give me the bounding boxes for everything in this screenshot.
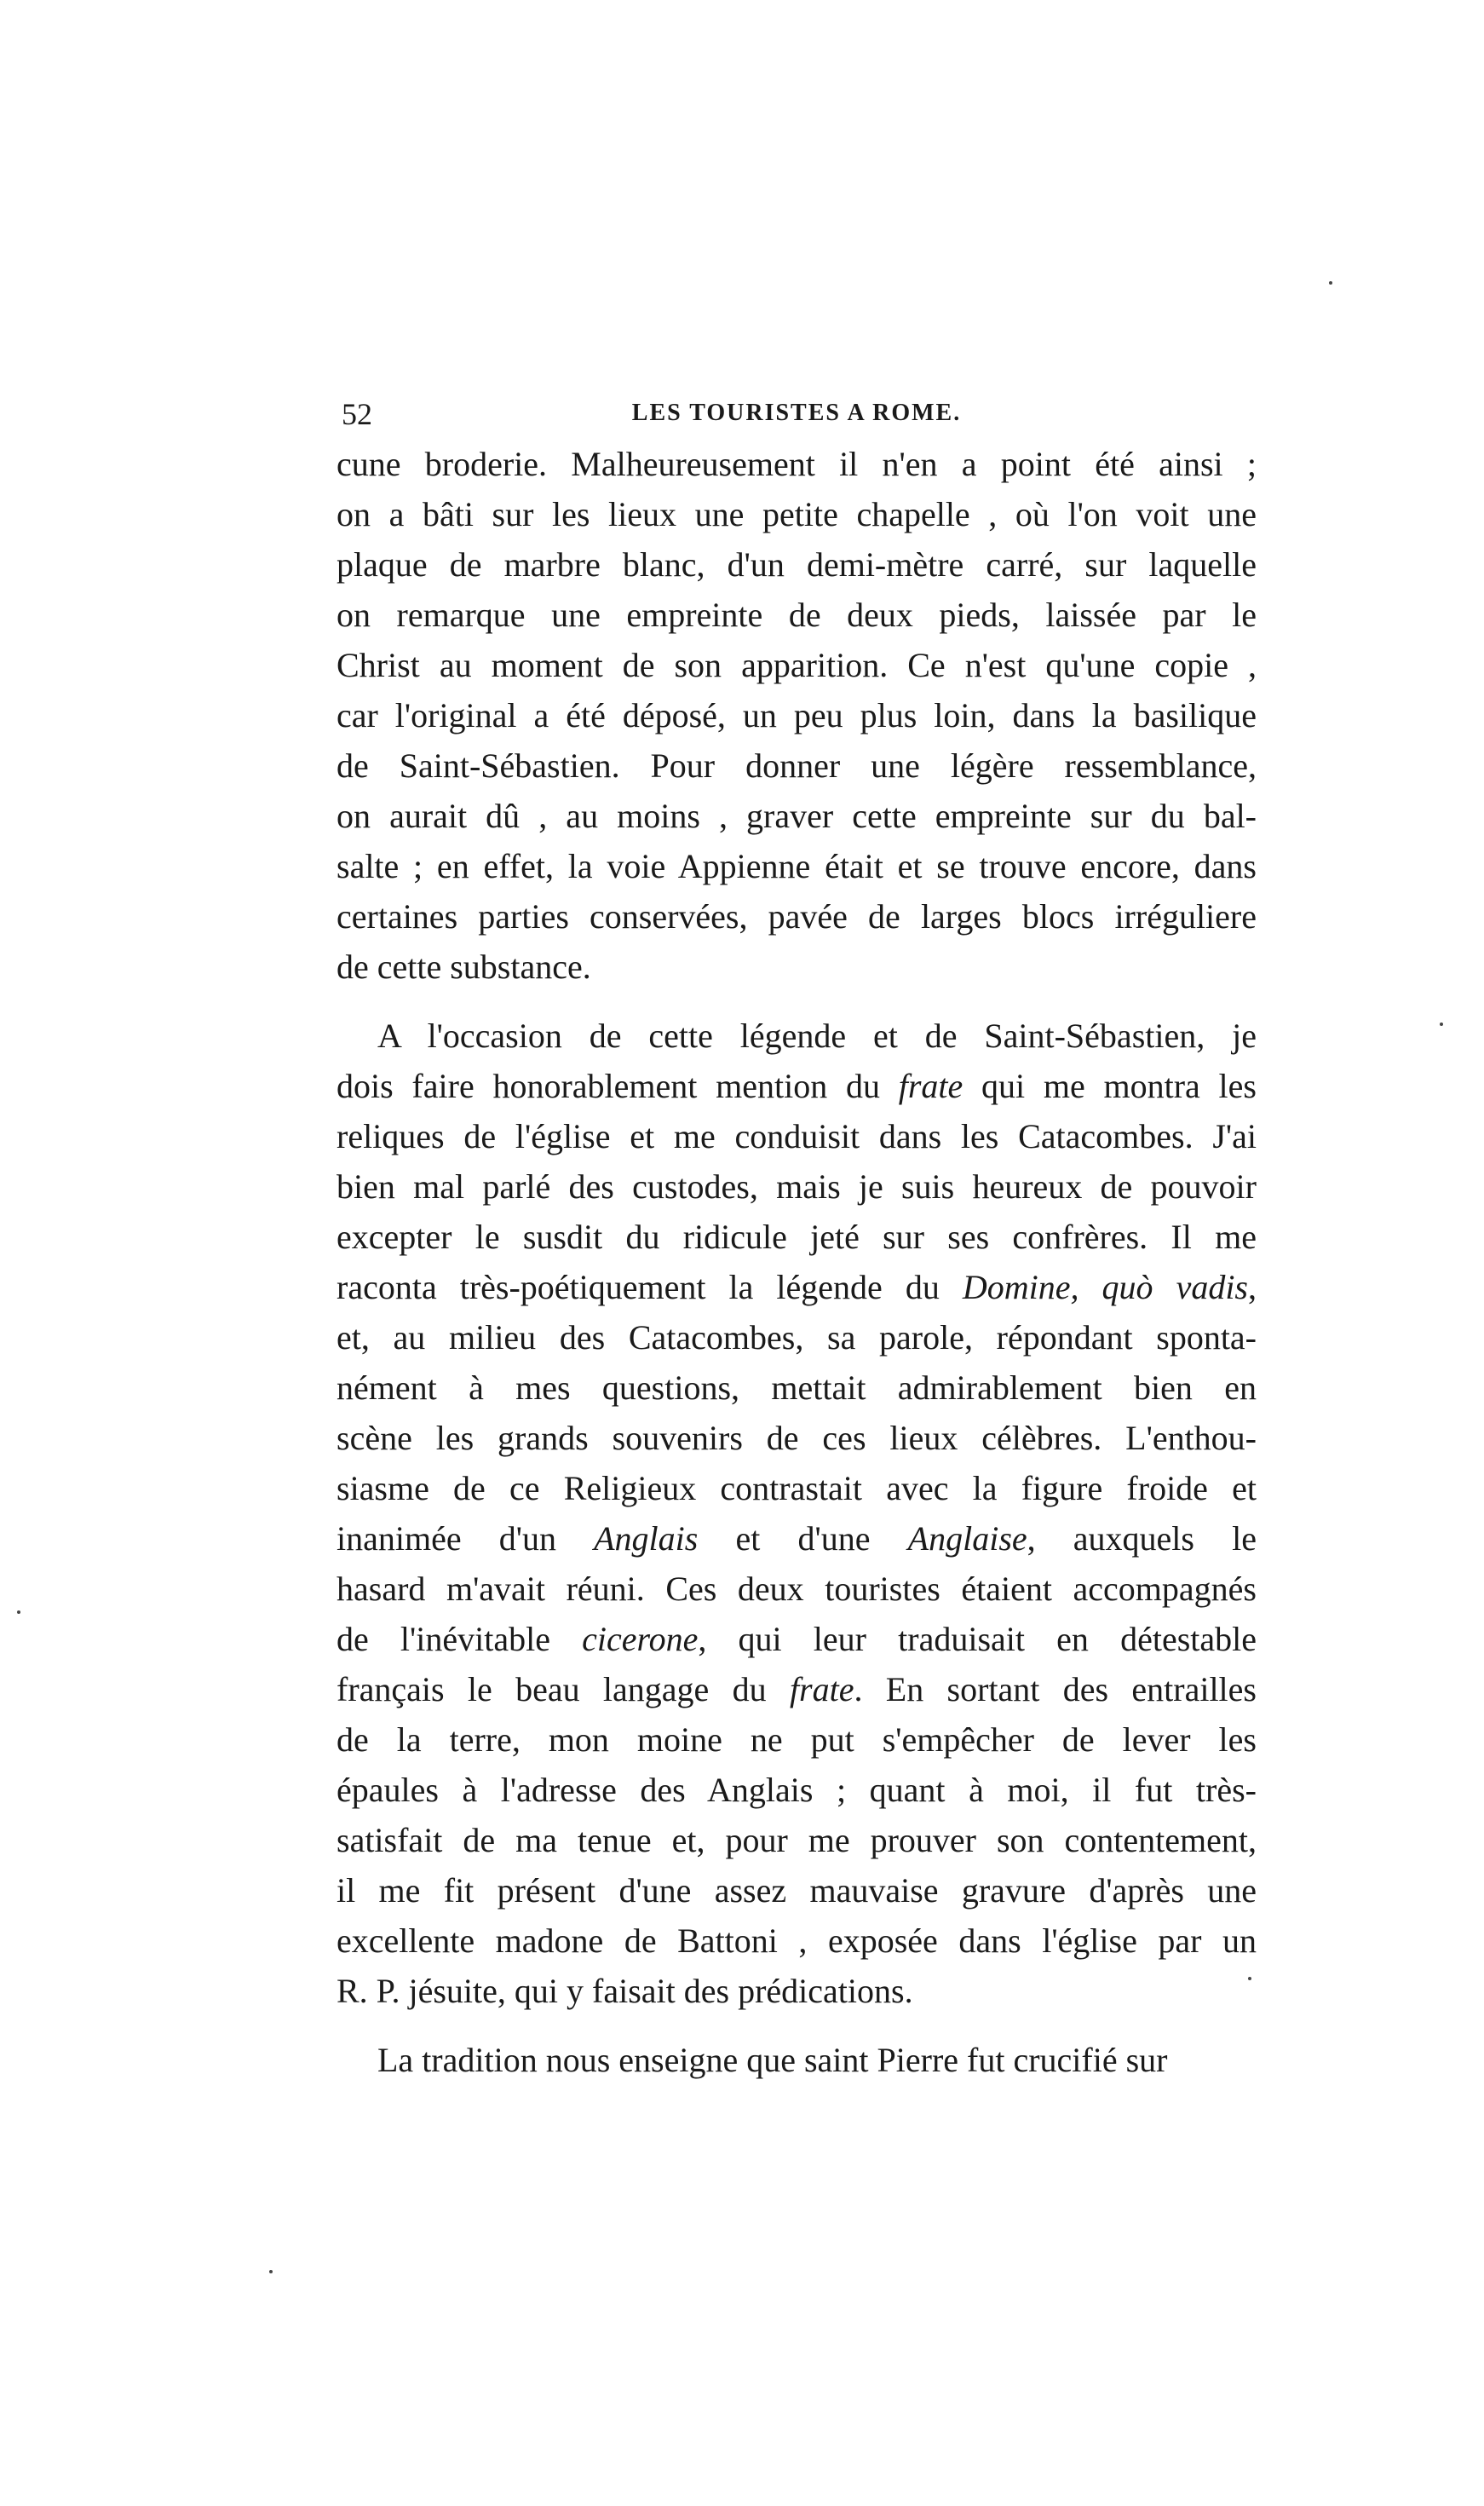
text-run: dois faire honorablement mention du bbox=[336, 1067, 899, 1105]
text-run: français le beau langage du bbox=[336, 1670, 790, 1708]
text-line bbox=[336, 1413, 1257, 1463]
text-line bbox=[336, 1312, 1257, 1362]
running-head bbox=[336, 388, 1257, 439]
text-run: satisfait de ma tenue et, pour me prouver son contentement, bbox=[336, 1821, 1257, 1859]
text-run: épaules à l'adresse des Anglais ; quant à moi, il fut très- bbox=[336, 1771, 1257, 1809]
text-line bbox=[336, 1111, 1257, 1161]
text-line bbox=[336, 1664, 1257, 1714]
text-line bbox=[336, 1916, 1257, 1966]
text-run: on a bâti sur les lieux une petite chapelle , où l'on voit une bbox=[336, 495, 1257, 533]
text-run: R. P. jésuite, qui y faisait des prédications. bbox=[336, 1972, 913, 2010]
text-line bbox=[336, 1011, 1257, 1061]
text-run: raconta très-poétiquement la légende du bbox=[336, 1268, 963, 1306]
text-run: il me fit présent d'une assez mauvaise gravure d'après une bbox=[336, 1871, 1257, 1910]
text-run: on remarque une empreinte de deux pieds, laissée par le bbox=[336, 596, 1257, 634]
text-run: inanimée d'un bbox=[336, 1519, 595, 1558]
text-line bbox=[336, 1362, 1257, 1413]
text-run: on aurait dû , au moins , graver cette empreinte sur du bal- bbox=[336, 797, 1257, 835]
italic-run: Anglaise bbox=[907, 1519, 1027, 1558]
text-run: excellente madone de Battoni , exposée dans l'église par un bbox=[336, 1921, 1257, 1960]
text-run: de Saint-Sébastien. Pour donner une légère ressemblance, bbox=[336, 746, 1257, 785]
text-line bbox=[336, 2035, 1257, 2085]
italic-run: frate bbox=[789, 1670, 854, 1708]
text-line bbox=[336, 590, 1257, 640]
page bbox=[336, 388, 1257, 2085]
text-line bbox=[336, 1564, 1257, 1614]
scan-speck bbox=[1329, 281, 1332, 285]
text-line bbox=[336, 1463, 1257, 1513]
text-line bbox=[336, 1061, 1257, 1111]
scan-speck bbox=[1248, 1977, 1251, 1980]
text-run: cune broderie. Malheureusement il n'en a point été ainsi ; bbox=[336, 445, 1257, 483]
body-text bbox=[336, 439, 1257, 2085]
text-line bbox=[336, 1865, 1257, 1916]
text-line bbox=[336, 1262, 1257, 1312]
paragraph bbox=[336, 2035, 1257, 2085]
text-line bbox=[336, 1614, 1257, 1664]
text-run: excepter le susdit du ridicule jeté sur ses confrères. Il me bbox=[336, 1218, 1257, 1256]
text-run: et, au milieu des Catacombes, sa parole, répondant sponta- bbox=[336, 1318, 1257, 1357]
text-run: car l'original a été déposé, un peu plus loin, dans la basilique bbox=[336, 696, 1257, 735]
text-line bbox=[336, 891, 1257, 942]
paragraph bbox=[336, 439, 1257, 992]
text-run: scène les grands souvenirs de ces lieux célèbres. L'enthou- bbox=[336, 1419, 1257, 1457]
text-run: bien mal parlé des custodes, mais je suis heureux de pouvoir bbox=[336, 1167, 1257, 1206]
text-run: , qui leur traduisait en détestable bbox=[698, 1620, 1257, 1658]
text-line bbox=[336, 1714, 1257, 1765]
paragraph bbox=[336, 1011, 1257, 2016]
text-run: salte ; en effet, la voie Appienne était et se trouve encore, dans bbox=[336, 847, 1257, 885]
text-run: , auxquels le bbox=[1027, 1519, 1257, 1558]
text-run: qui me montra les bbox=[963, 1067, 1257, 1105]
text-line bbox=[336, 1212, 1257, 1262]
scan-speck bbox=[269, 2270, 273, 2273]
text-run: certaines parties conservées, pavée de larges blocs irréguliere bbox=[336, 897, 1257, 936]
text-run: Christ au moment de son apparition. Ce n'est qu'une copie , bbox=[336, 646, 1257, 684]
text-run: nément à mes questions, mettait admirablement bien en bbox=[336, 1368, 1257, 1407]
scan-speck bbox=[1440, 1023, 1443, 1026]
text-line bbox=[336, 1966, 1257, 2016]
text-run: et d'une bbox=[698, 1519, 908, 1558]
text-line bbox=[336, 640, 1257, 690]
text-line bbox=[336, 942, 1257, 992]
text-run: A l'occasion de cette légende et de Saint-Sébastien, je bbox=[377, 1017, 1257, 1055]
text-run: La tradition nous enseigne que saint Pierre fut crucifié sur bbox=[377, 2041, 1168, 2079]
scan-speck bbox=[17, 1610, 20, 1614]
text-run: de cette substance. bbox=[336, 948, 591, 986]
text-line bbox=[336, 690, 1257, 740]
text-line bbox=[336, 1513, 1257, 1564]
running-title: LES TOURISTES A ROME. bbox=[631, 400, 962, 426]
text-run: hasard m'avait réuni. Ces deux touristes étaient accompagnés bbox=[336, 1570, 1257, 1608]
italic-run: Domine, quò vadis bbox=[962, 1268, 1249, 1306]
text-run: , bbox=[1248, 1268, 1257, 1306]
text-line bbox=[336, 489, 1257, 539]
text-run: siasme de ce Religieux contrastait avec la figure froide et bbox=[336, 1469, 1257, 1507]
text-run: plaque de marbre blanc, d'un demi-mètre carré, sur laquelle bbox=[336, 545, 1257, 584]
text-line bbox=[336, 841, 1257, 891]
italic-run: Anglais bbox=[594, 1519, 699, 1558]
italic-run: cicerone bbox=[582, 1620, 699, 1658]
text-line bbox=[336, 1815, 1257, 1865]
text-run: de la terre, mon moine ne put s'empêcher de lever les bbox=[336, 1720, 1257, 1759]
text-line bbox=[336, 439, 1257, 489]
text-line bbox=[336, 791, 1257, 841]
italic-run: frate bbox=[898, 1067, 963, 1105]
text-line bbox=[336, 1161, 1257, 1212]
text-run: reliques de l'église et me conduisit dans les Catacombes. J'ai bbox=[336, 1117, 1257, 1155]
text-line bbox=[336, 1765, 1257, 1815]
text-line bbox=[336, 539, 1257, 590]
page-number: 52 bbox=[342, 397, 372, 431]
text-run: de l'inévitable bbox=[336, 1620, 583, 1658]
text-run: . En sortant des entrailles bbox=[854, 1670, 1257, 1708]
text-line bbox=[336, 740, 1257, 791]
